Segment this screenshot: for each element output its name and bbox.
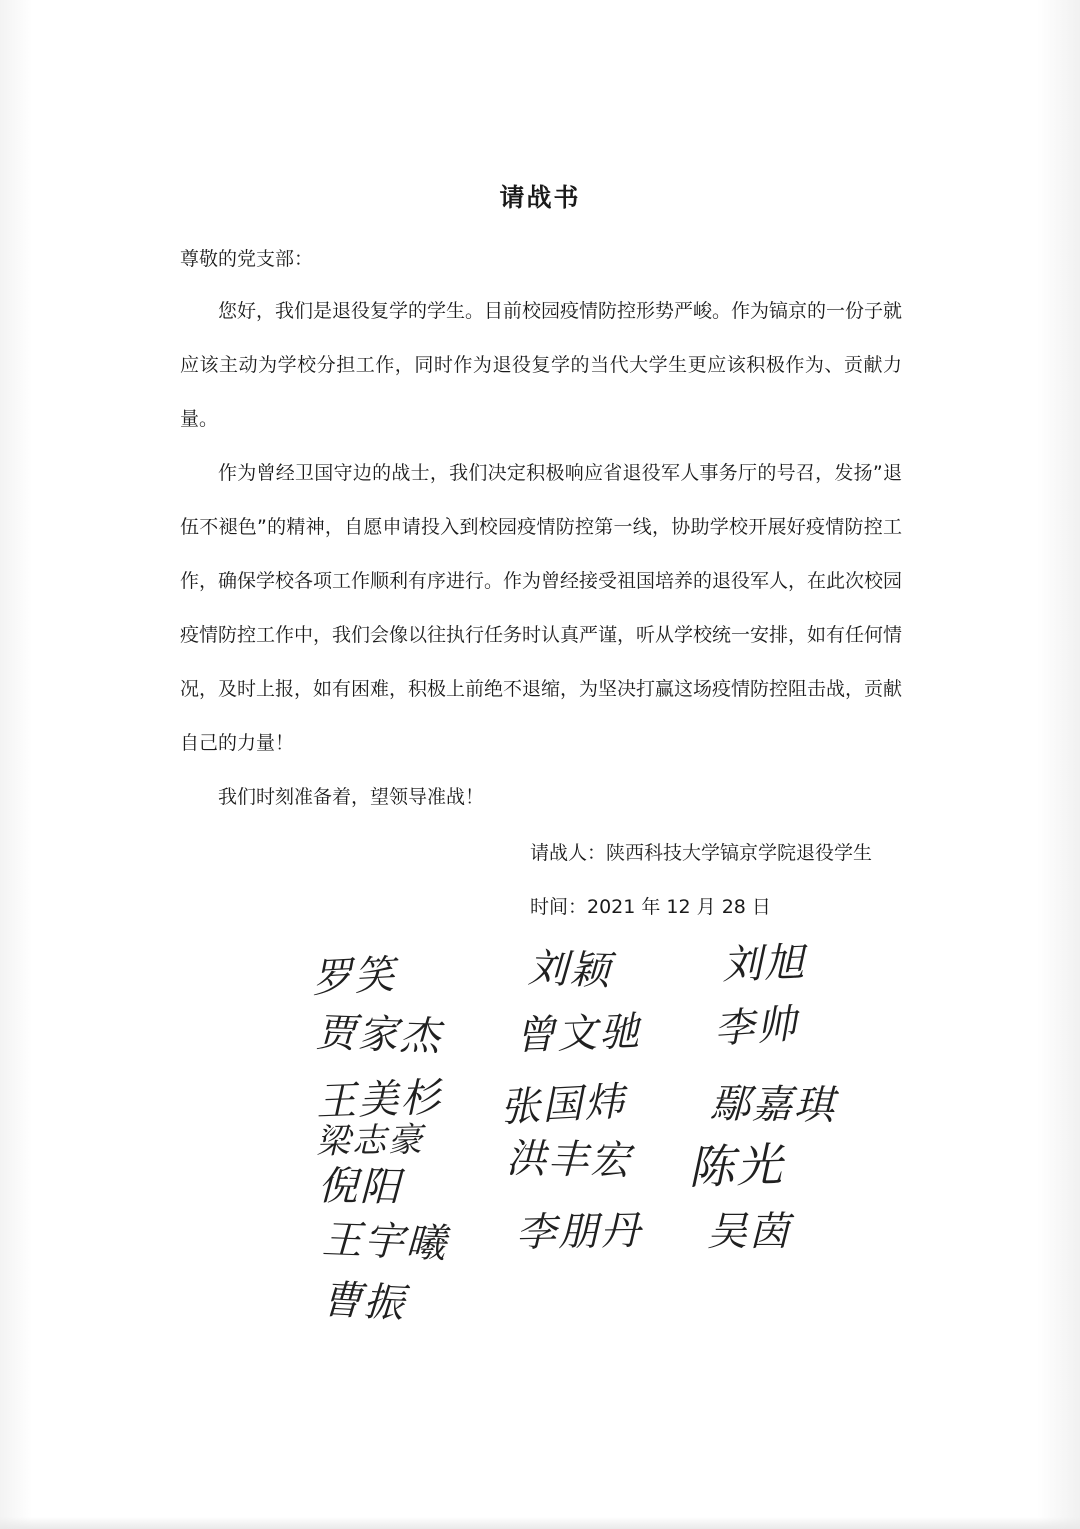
signature: 张国炜	[499, 1078, 628, 1132]
paragraph-greeting: 您好，我们是退役复学的学生。目前校园疫情防控形势严峻。作为镐京的一份子就应该主动为学校分担工作，同时作为退役复学的当代大学生更应该积极作为、贡献力量。	[180, 300, 903, 430]
salutation: 尊敬的党支部：	[180, 248, 314, 270]
signature: 梁志豪	[315, 1120, 425, 1162]
signature: 刘旭	[721, 939, 807, 989]
letter-body	[180, 284, 902, 824]
paragraph-closing: 我们时刻准备着，望领导准战！	[218, 786, 485, 808]
paragraph-pledge: 作为曾经卫国守边的战士，我们决定积极响应省退役军人事务厅的号召，发扬”退伍不褪色”的精神，自愿申请投入到校园疫情防控第一线，协助学校开展好疫情防控工作，确保学校各项工作顺利有序进行。作为曾经接受祖国培养的退役军人，在此次校园疫情防控工作中，我们会像以往执行任务时认真严谨，听从学校统一安排，如有任何情况，及时上报，如有困难，积极上前绝不退缩，为坚决打赢这场疫情防控阻击战，贡献自己的力量！	[180, 462, 903, 754]
document-title: 请战书	[499, 183, 581, 212]
signatory-line: 请战人：陕西科技大学镐京学院退役学生	[530, 842, 873, 864]
signature: 洪丰宏	[505, 1135, 633, 1185]
date-line: 时间：2021 年 12 月 28 日	[530, 896, 771, 918]
signature: 吴茵	[707, 1209, 791, 1255]
signature: 李帅	[712, 1001, 800, 1053]
signature: 曾文驰	[514, 1008, 642, 1060]
signature: 贾家杰	[315, 1009, 443, 1061]
signature: 倪阳	[317, 1163, 403, 1211]
signature: 曹振	[320, 1276, 407, 1328]
signature: 鄢嘉琪	[709, 1080, 837, 1130]
signature: 罗笑	[311, 951, 398, 1003]
signature: 王宇曦	[321, 1216, 449, 1268]
signature: 陈光	[687, 1137, 786, 1195]
signature: 李朋丹	[515, 1207, 643, 1257]
signature: 王美杉	[315, 1074, 443, 1126]
signature: 刘颖	[527, 945, 613, 995]
